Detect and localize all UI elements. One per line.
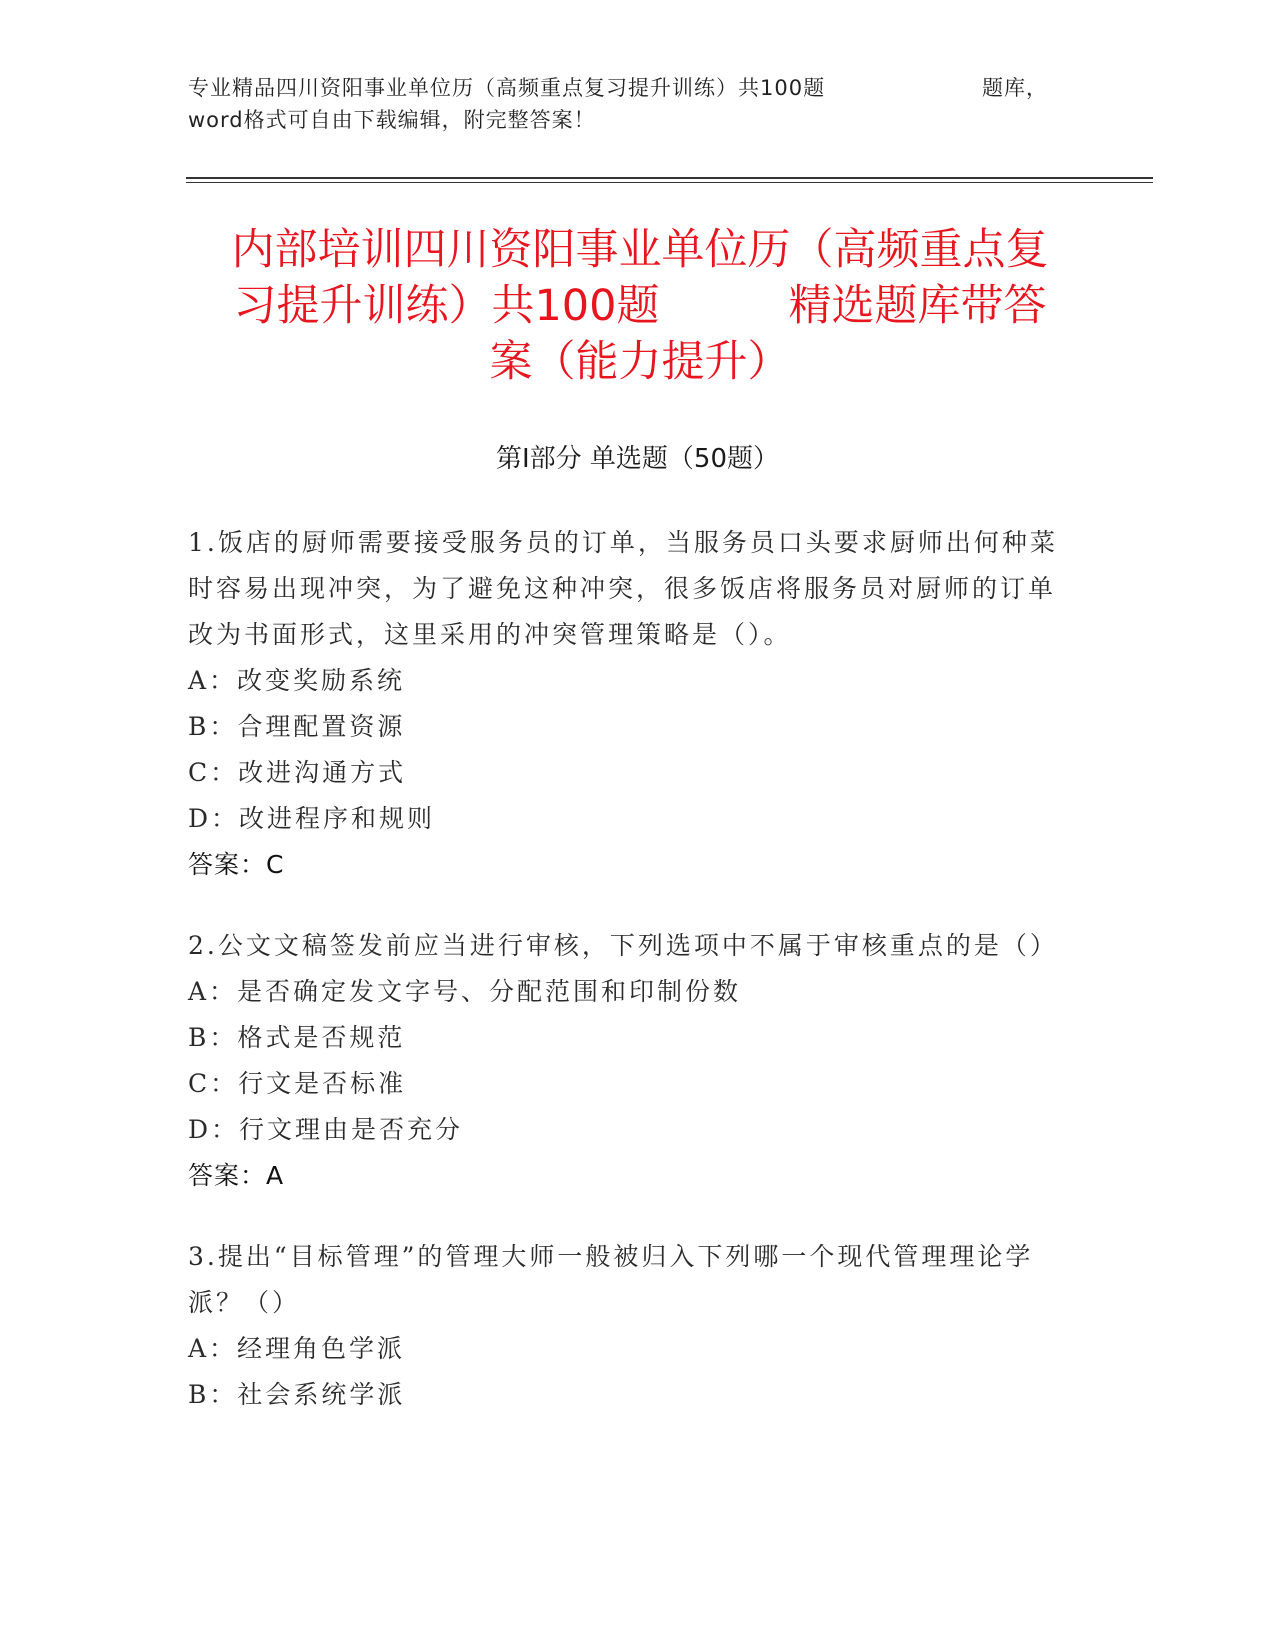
question-stem: 2.公文文稿签发前应当进行审核，下列选项中不属于审核重点的是（）: [188, 931, 1058, 960]
header-text-left: 专业精品四川资阳事业单位历（高频重点复习提升训练）共100题: [188, 76, 826, 100]
document-title: [190, 222, 1090, 390]
question-list: [188, 520, 1068, 1453]
option-d: D：行文理由是否充分: [188, 1115, 464, 1144]
option-d: D：改进程序和规则: [188, 804, 436, 833]
header-line-2: word格式可自由下载编辑，附完整答案！: [188, 108, 596, 132]
page-header: [188, 72, 1048, 136]
option-b: B：格式是否规范: [188, 1023, 406, 1052]
header-text-right: 题库，: [982, 76, 1048, 100]
option-b: B：合理配置资源: [188, 712, 406, 741]
option-a: A：是否确定发文字号、分配范围和印制份数: [188, 977, 742, 1006]
section-heading: 第Ⅰ部分 单选题（50题）: [495, 444, 780, 474]
option-a: A：经理角色学派: [188, 1334, 406, 1363]
option-c: C：行文是否标准: [188, 1069, 407, 1098]
title-line-1: 内部培训四川资阳事业单位历（高频重点复: [231, 225, 1049, 275]
header-divider-thick: [186, 177, 1153, 179]
title-line-3: 案（能力提升）: [489, 337, 791, 387]
title-line-2: 习提升训练）共100题 精选题库带答: [233, 281, 1047, 331]
answer: 答案：A: [188, 1161, 285, 1190]
option-c: C：改进沟通方式: [188, 758, 407, 787]
header-divider-thin: [186, 182, 1153, 183]
question-1: [188, 520, 1068, 888]
header-line-1: [188, 72, 1048, 104]
question-3: [188, 1234, 1068, 1418]
question-2: [188, 923, 1068, 1199]
question-stem: 3.提出“目标管理”的管理大师一般被归入下列哪一个现代管理理论学派？（）: [188, 1242, 1034, 1317]
answer: 答案：C: [188, 850, 285, 879]
question-stem: 1.饭店的厨师需要接受服务员的订单，当服务员口头要求厨师出何种菜时容易出现冲突，为了避免这种冲突，很多饭店将服务员对厨师的订单改为书面形式，这里采用的冲突管理策略是（）。: [188, 528, 1058, 649]
option-a: A：改变奖励系统: [188, 666, 406, 695]
option-b: B：社会系统学派: [188, 1380, 406, 1409]
